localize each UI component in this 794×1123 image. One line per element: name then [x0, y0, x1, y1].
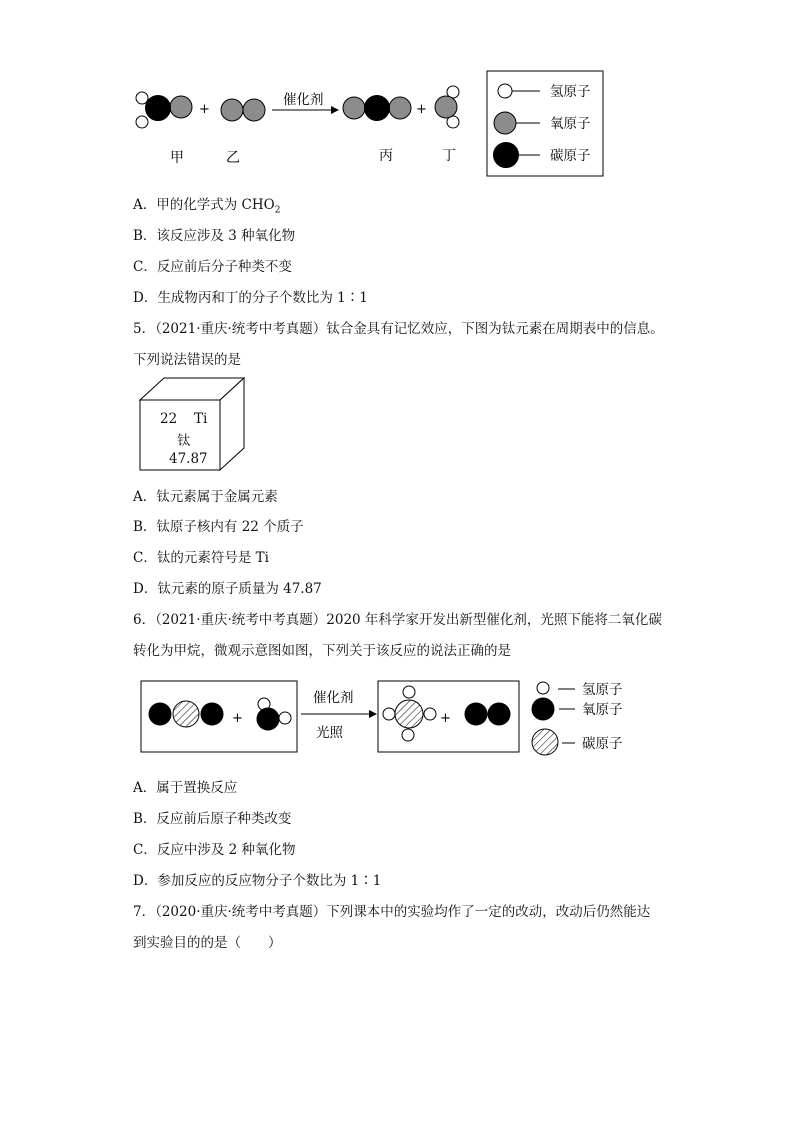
q6-stem-line1: 6．（2021·重庆·统考中考真题）2020 年科学家开发出新型催化剂，光照下能将二氧化碳 — [133, 612, 662, 628]
catalyst-label-2: 催化剂 — [313, 690, 354, 706]
q6-option-d: D．参加反应的反应物分子个数比为 1∶1 — [133, 873, 382, 889]
plus-sign-2: + — [416, 102, 427, 117]
oxygen-atom-icon — [532, 698, 554, 720]
molecule-bing — [343, 96, 411, 121]
element-atomic-number: 22 — [160, 411, 178, 427]
q4-option-b: B．该反应涉及 3 种氧化物 — [133, 228, 296, 244]
h2o-molecule — [257, 698, 291, 730]
q6-option-c: C．反应中涉及 2 种氧化物 — [133, 842, 296, 858]
legend-2 — [532, 682, 623, 755]
legend-carbon-label: 碳原子 — [550, 148, 591, 164]
reaction-diagram-2 — [0, 670, 794, 760]
legend2-hydrogen-label: 氢原子 — [582, 682, 623, 698]
ch4-molecule — [383, 686, 436, 741]
molecule-yi — [221, 99, 265, 121]
molecule-jia — [136, 92, 192, 128]
legend-hydrogen-label: 氢原子 — [550, 84, 591, 100]
legend2-oxygen-label: 氧原子 — [582, 702, 623, 718]
element-name: 钛 — [177, 433, 191, 449]
q5-stem-line1: 5．（2021·重庆·统考中考真题）钛合金具有记忆效应，下图为钛元素在周期表中的信息。 — [133, 321, 664, 337]
plus-sign-3: + — [232, 711, 243, 726]
element-atomic-mass: 47.87 — [169, 451, 208, 467]
legend-box-1 — [487, 71, 603, 176]
label-jia: 甲 — [170, 150, 184, 166]
q5-stem-line2: 下列说法错误的是 — [133, 352, 241, 368]
carbon-atom-icon — [532, 729, 558, 755]
q7-stem-line2: 到实验目的的是（ ） — [133, 935, 282, 951]
hydrogen-atom-icon — [537, 682, 549, 694]
q5-option-b: B．钛原子核内有 22 个质子 — [133, 519, 304, 535]
legend2-carbon-label: 碳原子 — [582, 736, 623, 752]
q4-option-a: A．甲的化学式为 $CHO_2$ — [133, 197, 281, 216]
legend-oxygen-label: 氧原子 — [550, 116, 591, 132]
label-yi: 乙 — [226, 150, 240, 166]
light-label: 光照 — [316, 725, 343, 741]
q5-option-d: D．钛元素的原子质量为 47.87 — [133, 581, 322, 597]
q5-option-c: C．钛的元素符号是 Ti — [133, 550, 269, 566]
hydrogen-atom-icon — [498, 84, 512, 98]
plus-sign-4: + — [440, 711, 451, 726]
q5-option-a: A．钛元素属于金属元素 — [133, 489, 278, 505]
co2-molecule — [149, 701, 223, 727]
plus-sign-1: + — [199, 102, 210, 117]
q4-option-d: D．生成物丙和丁的分子个数比为 1∶1 — [133, 290, 368, 306]
q4-option-c: C．反应前后分子种类不变 — [133, 259, 292, 275]
oxygen-atom-icon — [494, 112, 516, 134]
carbon-atom-icon — [494, 143, 519, 168]
q6-option-a: A．属于置换反应 — [133, 780, 238, 796]
element-symbol: Ti — [194, 411, 208, 427]
q6-stem-line2: 转化为甲烷，微观示意图如图，下列关于该反应的说法正确的是 — [133, 643, 511, 659]
molecule-ding — [435, 86, 459, 128]
reaction-diagram-1 — [0, 0, 794, 190]
o2-molecule — [465, 703, 510, 725]
q7-stem-line1: 7．（2020·重庆·统考中考真题）下列课本中的实验均作了一定的改动，改动后仍然能达 — [133, 904, 651, 920]
catalyst-label-1: 催化剂 — [283, 92, 324, 108]
label-bing: 丙 — [379, 148, 393, 164]
label-ding: 丁 — [442, 148, 456, 164]
q6-option-b: B．反应前后原子种类改变 — [133, 811, 292, 827]
